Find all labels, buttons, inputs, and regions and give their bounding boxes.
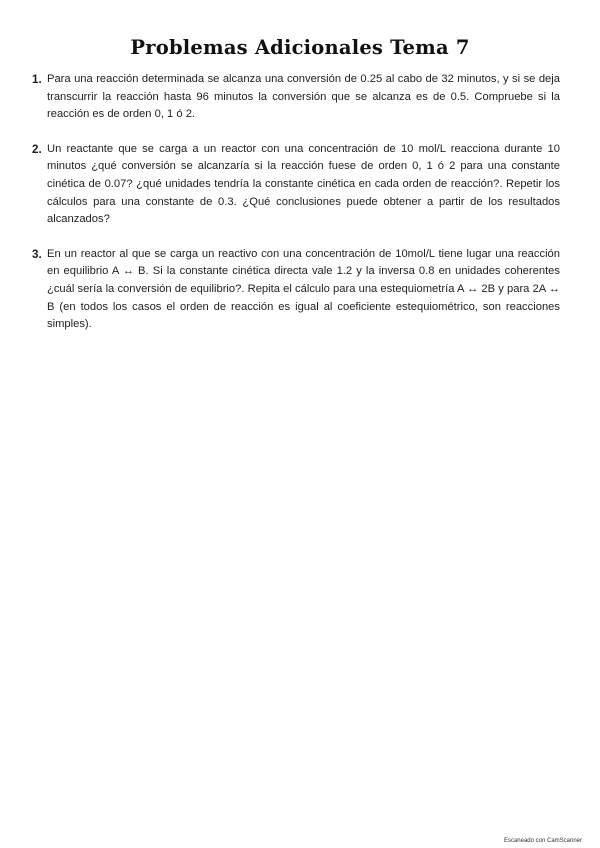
page-title: Problemas Adicionales Tema 7	[130, 36, 470, 59]
problem-item-2	[32, 141, 560, 229]
problem-number: 2.	[32, 142, 42, 156]
problem-text: Un reactante que se carga a un reactor con una concentración de 10 mol/L reacciona durante 10 minutos ¿qué conversión se alcanzaría si la reacción fuese de orden 0, 1 ó 2 para una constante cinética de 0.07? ¿qué unidades tendría la constante cinética en cada orden de reacción?. Repetir los cálculos para una constante de 0.3. ¿Qué conclusiones puede obtener a partir de los resultados alcanzados?	[47, 142, 560, 226]
problem-number: 1.	[32, 73, 42, 86]
scanner-watermark: Escaneado con CamScanner	[503, 838, 582, 844]
problem-item-1	[32, 71, 560, 124]
problem-text: En un reactor al que se carga un reactivo con una concentración de 10mol/L tiene lugar una reacción en equilibrio A ↔ B. Si la constante cinética directa vale 1.2 y la inversa 0.8 en unidades coherentes ¿cuál sería la conversión de equilibrio?. Repita el cálculo para una estequiometría A ↔ 2B y para 2A ↔ B (en todos los casos el orden de reacción es igual al coeficiente estequiométrico, son reacciones simples).	[47, 247, 560, 331]
problem-number: 3.	[32, 247, 42, 261]
problem-list	[32, 71, 560, 351]
problem-item-3	[32, 246, 560, 334]
problem-text: Para una reacción determinada se alcanza una conversión de 0.25 al cabo de 32 minutos, y si se deja transcurrir la reacción hasta 96 minutos la conversión que se alcanza es de 0.5. Compruebe si la reacción es de orden 0, 1 ó 2.	[47, 73, 560, 121]
